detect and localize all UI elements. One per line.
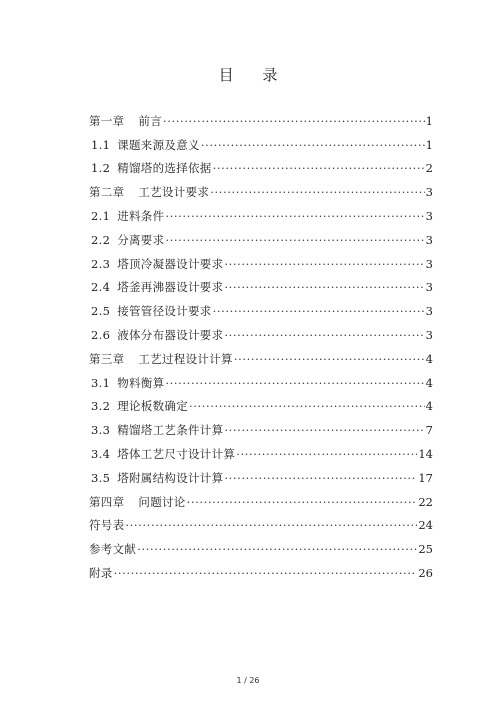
toc-entry-title: 接管管径设计要求 (117, 304, 212, 319)
toc-entry-page-number: 3 (425, 280, 433, 295)
dot-leader (165, 209, 424, 223)
toc-entry[interactable] (89, 366, 433, 390)
dot-leader (234, 352, 425, 366)
toc-entry-number: 3.4 (91, 446, 111, 461)
table-of-contents (89, 104, 433, 580)
toc-entry-title: 参考文献 (89, 542, 137, 557)
toc-entry-page-number: 3 (425, 185, 433, 200)
toc-entry-label (89, 138, 200, 152)
toc-entry-number: 第三章 (89, 351, 125, 366)
toc-entry-label (89, 114, 162, 128)
toc-entry[interactable] (89, 247, 433, 271)
toc-entry-page-number: 26 (418, 565, 433, 580)
toc-entry-number: 3.1 (91, 375, 111, 390)
toc-entry-label (89, 447, 235, 461)
toc-entry[interactable] (89, 390, 433, 414)
toc-entry-page-number: 3 (425, 232, 433, 247)
dot-leader (213, 304, 425, 318)
toc-entry-number: 2.6 (91, 327, 111, 342)
toc-entry-number: 3.2 (91, 399, 111, 414)
toc-entry-number: 1.1 (91, 137, 111, 152)
dot-leader (187, 495, 418, 509)
toc-entry-title: 前言 (138, 113, 163, 128)
toc-entry-label (89, 280, 223, 294)
toc-entry-label (89, 566, 113, 580)
toc-entry-title: 塔附属结构设计计算 (117, 470, 224, 485)
toc-entry-page-number: 3 (425, 256, 433, 271)
toc-entry-title: 符号表 (89, 518, 125, 533)
toc-entry-page-number: 3 (425, 208, 433, 223)
toc-entry-number: 第四章 (89, 494, 125, 509)
toc-entry-page-number: 4 (425, 351, 433, 366)
toc-entry-number: 3.3 (91, 423, 111, 438)
toc-entry[interactable] (89, 342, 433, 366)
toc-entry-label (89, 161, 212, 175)
toc-entry-title: 理论板数确定 (117, 399, 189, 414)
toc-entry-label (89, 542, 136, 556)
toc-entry-label (89, 471, 223, 485)
toc-entry[interactable] (89, 271, 433, 295)
toc-entry[interactable] (89, 128, 433, 152)
toc-entry-page-number: 4 (425, 399, 433, 414)
toc-entry-title: 课题来源及意义 (117, 137, 200, 152)
toc-entry[interactable] (89, 485, 433, 509)
toc-entry-label (89, 328, 223, 342)
dot-leader (114, 566, 418, 580)
toc-entry-label (89, 185, 209, 199)
dot-leader (224, 471, 417, 485)
toc-entry-title: 物料衡算 (117, 375, 165, 390)
toc-entry-title: 工艺过程设计计算 (138, 351, 233, 366)
toc-entry-number: 1.2 (91, 161, 111, 176)
toc-entry-title: 工艺设计要求 (138, 185, 210, 200)
dot-leader (213, 161, 425, 175)
toc-entry-number: 2.5 (91, 304, 111, 319)
toc-entry[interactable] (89, 461, 433, 485)
toc-entry-page-number: 7 (425, 423, 433, 438)
toc-entry-title: 附录 (89, 565, 113, 580)
toc-entry-page-number: 3 (425, 327, 433, 342)
toc-entry[interactable] (89, 223, 433, 247)
toc-entry-page-number: 25 (418, 542, 433, 557)
toc-entry-title: 精馏塔的选择依据 (117, 161, 212, 176)
toc-entry-page-number: 24 (418, 518, 433, 533)
toc-entry[interactable] (89, 175, 433, 199)
toc-entry-page-number: 17 (418, 470, 433, 485)
toc-entry-title: 塔釜再沸器设计要求 (117, 280, 224, 295)
toc-entry-label (89, 495, 186, 509)
toc-entry-label (89, 352, 233, 366)
dot-leader (224, 328, 424, 342)
dot-leader (137, 542, 417, 556)
toc-entry-title: 分离要求 (117, 232, 165, 247)
toc-entry-title: 问题讨论 (138, 494, 186, 509)
toc-entry-label (89, 233, 164, 247)
page-indicator: 1 / 26 (236, 676, 260, 685)
toc-entry-page-number: 14 (418, 446, 433, 461)
dot-leader (224, 423, 424, 437)
toc-entry[interactable] (89, 104, 433, 128)
toc-entry[interactable] (89, 413, 433, 437)
toc-entry-page-number: 1 (425, 137, 433, 152)
toc-entry-page-number: 22 (418, 494, 433, 509)
toc-entry-number: 2.1 (91, 208, 111, 223)
dot-leader (165, 376, 424, 390)
dot-leader (201, 138, 425, 152)
toc-entry-number: 3.5 (91, 470, 111, 485)
dot-leader (125, 518, 417, 532)
toc-entry-label (89, 376, 164, 390)
toc-entry-title: 进料条件 (117, 208, 165, 223)
toc-entry-title: 塔顶冷凝器设计要求 (117, 256, 224, 271)
dot-leader (165, 233, 424, 247)
toc-entry-number: 2.3 (91, 256, 111, 271)
page-title: 目 录 (218, 66, 290, 84)
toc-entry[interactable] (89, 556, 433, 580)
toc-entry-page-number: 2 (425, 161, 433, 176)
toc-entry-title: 精馏塔工艺条件计算 (117, 423, 224, 438)
toc-entry[interactable] (89, 294, 433, 318)
toc-entry[interactable] (89, 437, 433, 461)
toc-entry[interactable] (89, 509, 433, 533)
toc-entry-label (89, 257, 223, 271)
toc-entry-page-number: 3 (425, 304, 433, 319)
toc-entry-number: 第二章 (89, 185, 125, 200)
dot-leader (236, 447, 417, 461)
toc-entry[interactable] (89, 199, 433, 223)
toc-entry-label (89, 304, 212, 318)
toc-entry-label (89, 399, 188, 413)
toc-entry-title: 塔体工艺尺寸设计计算 (117, 446, 236, 461)
toc-entry-page-number: 1 (425, 113, 433, 128)
toc-entry-number: 2.2 (91, 232, 111, 247)
toc-entry-label (89, 209, 164, 223)
dot-leader (224, 280, 424, 294)
dot-leader (163, 114, 425, 128)
toc-entry[interactable] (89, 532, 433, 556)
toc-entry-title: 液体分布器设计要求 (117, 327, 224, 342)
toc-entry-number: 2.4 (91, 280, 111, 295)
toc-entry-label (89, 518, 124, 532)
dot-leader (224, 257, 424, 271)
dot-leader (189, 399, 425, 413)
toc-entry-label (89, 423, 223, 437)
toc-entry-page-number: 4 (425, 375, 433, 390)
toc-entry[interactable] (89, 318, 433, 342)
dot-leader (210, 185, 424, 199)
toc-entry-number: 第一章 (89, 113, 125, 128)
toc-entry[interactable] (89, 152, 433, 176)
